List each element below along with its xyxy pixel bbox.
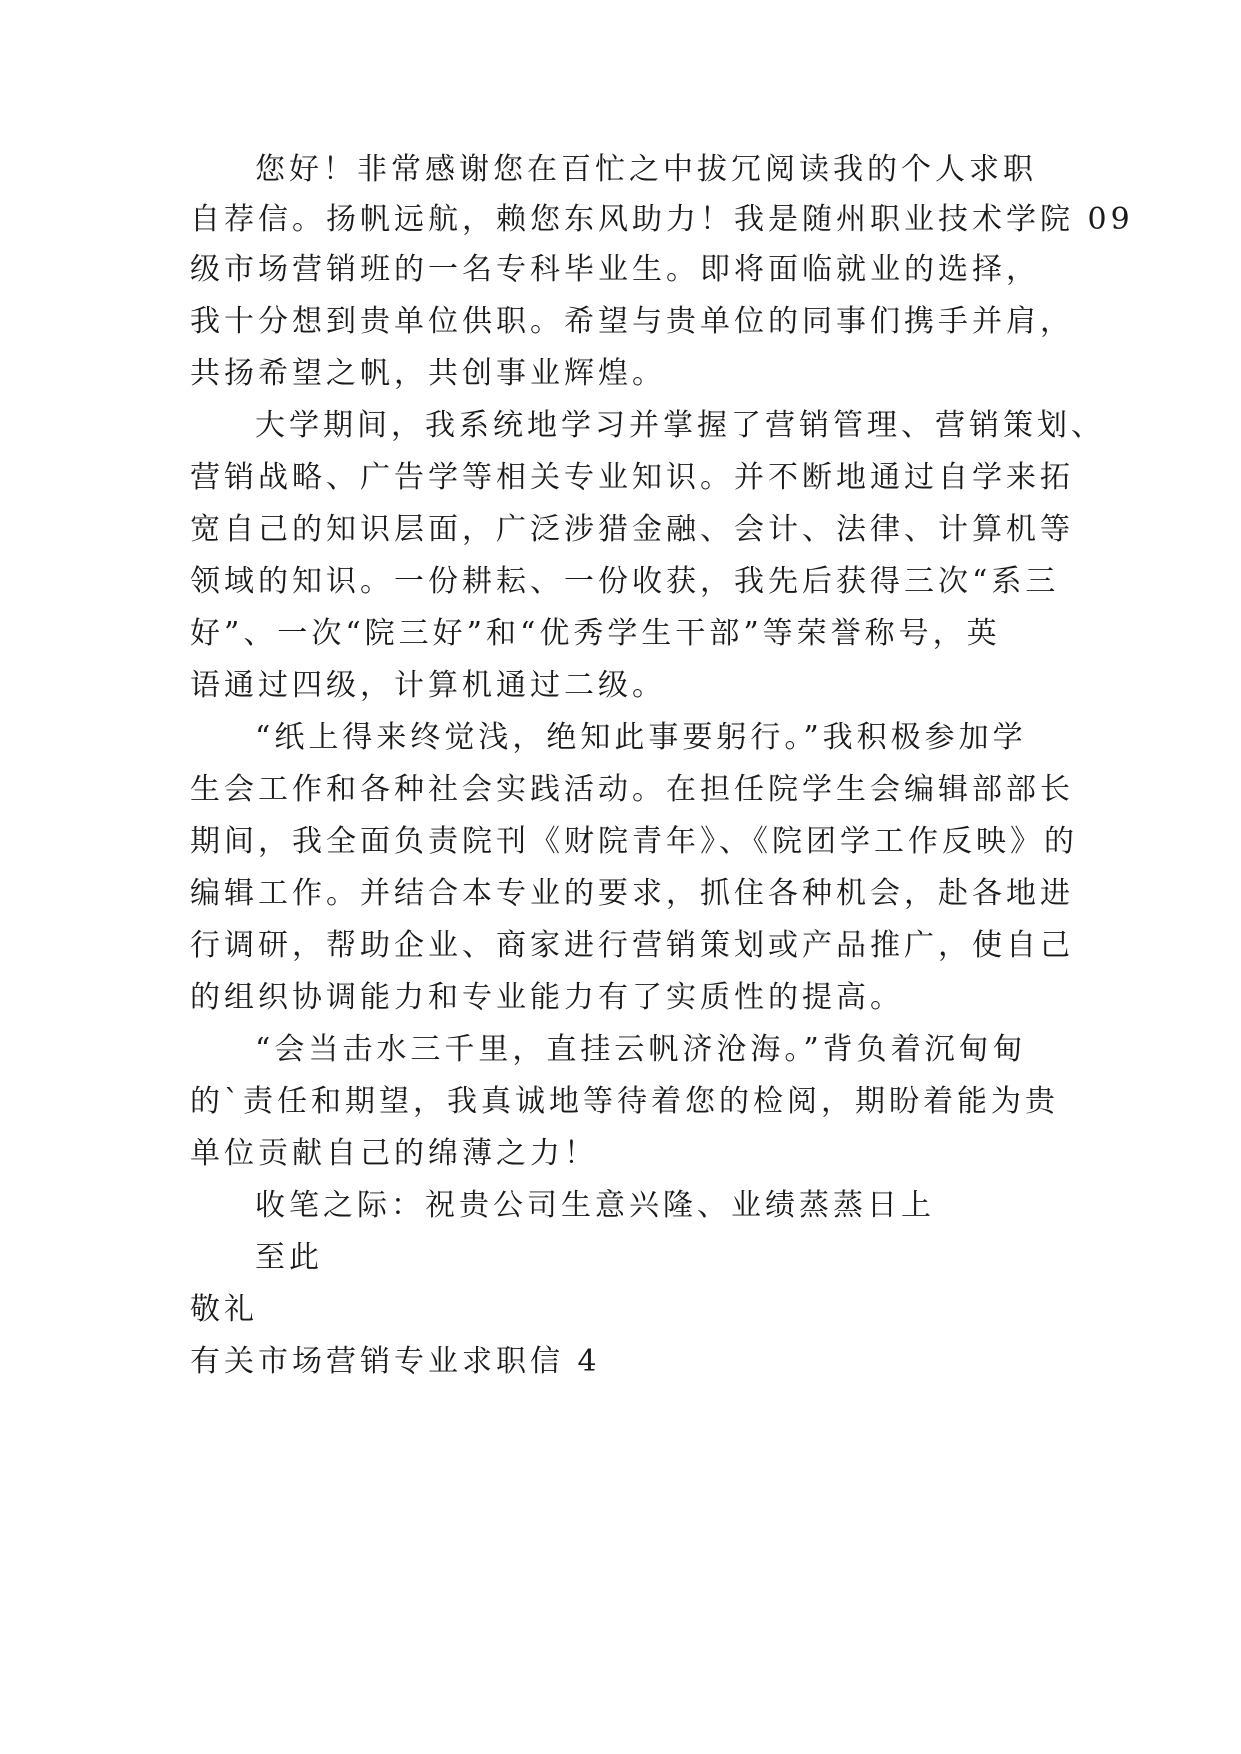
paragraph-2-line-2: 营销战略、广告学等相关专业知识。并不断地通过自学来拓	[190, 460, 1074, 495]
paragraph-3-line-3: 期间，我全面负责院刊《财院青年》、《院团学工作反映》的	[190, 824, 1078, 859]
paragraph-4-line-2: 的`责任和期望，我真诚地等待着您的检阅，期盼着能为贵	[190, 1084, 1059, 1119]
paragraph-2-line-4: 领域的知识。一份耕耘、一份收获，我先后获得三次“系三	[190, 564, 1060, 599]
closing-wish: 收笔之际：祝贵公司生意兴隆、业绩蒸蒸日上	[255, 1188, 935, 1223]
paragraph-1-line-5: 共扬希望之帆，共创事业辉煌。	[190, 356, 666, 391]
next-letter-title: 有关市场营销专业求职信 4	[190, 1344, 601, 1379]
paragraph-2-line-6: 语通过四级，计算机通过二级。	[190, 668, 666, 703]
salutation: 敬礼	[190, 1292, 258, 1327]
paragraph-3-line-1: “纸上得来终觉浅，绝知此事要躬行。”我积极参加学	[255, 720, 1027, 755]
paragraph-1-line-2: 自荐信。扬帆远航，赖您东风助力！我是随州职业技术学院 09	[190, 202, 1134, 237]
paragraph-3-line-5: 行调研，帮助企业、商家进行营销策划或产品推广，使自己	[190, 928, 1074, 963]
paragraph-1-line-4: 我十分想到贵单位供职。希望与贵单位的同事们携手并肩，	[190, 304, 1074, 339]
paragraph-3-line-2: 生会工作和各种社会实践活动。在担任院学生会编辑部部长	[190, 772, 1074, 807]
paragraph-3-line-6: 的组织协调能力和专业能力有了实质性的提高。	[190, 980, 904, 1015]
paragraph-4-line-3: 单位贡献自己的绵薄之力！	[190, 1136, 598, 1171]
paragraph-1-line-3: 级市场营销班的一名专科毕业生。即将面临就业的选择，	[190, 252, 1040, 287]
paragraph-2-line-3: 宽自己的知识层面，广泛涉猎金融、会计、法律、计算机等	[190, 512, 1074, 547]
paragraph-2-line-5: 好”、一次“院三好”和“优秀学生干部”等荣誉称号，英	[190, 616, 1001, 651]
paragraph-2-line-1: 大学期间，我系统地学习并掌握了营销管理、营销策划、	[255, 408, 1105, 443]
paragraph-4-line-1: “会当击水三千里，直挂云帆济沧海。”背负着沉甸甸	[255, 1032, 1027, 1067]
paragraph-1-line-1: 您好！非常感谢您在百忙之中拔冗阅读我的个人求职	[255, 152, 1037, 187]
closing-to: 至此	[255, 1240, 323, 1275]
paragraph-3-line-4: 编辑工作。并结合本专业的要求，抓住各种机会，赴各地进	[190, 876, 1074, 911]
